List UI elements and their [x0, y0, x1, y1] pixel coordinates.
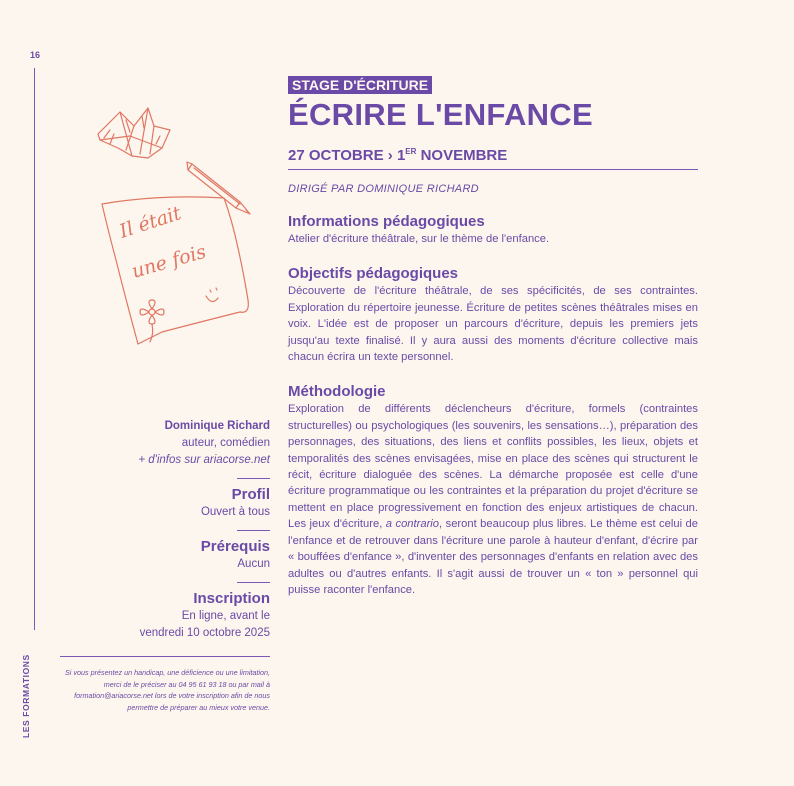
author-name: Dominique Richard: [164, 420, 270, 432]
methodologie-text: [288, 401, 698, 598]
section-label-vertical: LES FORMATIONS: [21, 654, 31, 738]
methodologie-text-part2: , seront beaucoup plus libres. Le thème est celui de l'enfance et de retrouver dans l'écriture une parole à hauteur d'enfant, d'écrire par « bouffées d'enfance », d'inventer des personnages d'enfants en relation avec des adultes ou d'autres enfants. Il s'agit aussi de trouver un « ton » personnel qui puisse raconter l'enfance.: [288, 518, 698, 596]
category-tag: STAGE D'ÉCRITURE: [288, 76, 432, 94]
flower-drawing: [140, 300, 164, 342]
date-start: 27 OCTOBRE: [288, 147, 384, 164]
paper-fortune-teller-drawing: [98, 108, 170, 158]
date-end-suffix: ER: [405, 147, 417, 156]
divider: [237, 582, 270, 583]
handwriting-line1: Il était: [116, 202, 184, 243]
illustration-paper-pencil: [90, 100, 265, 350]
objectifs-heading: Objectifs pédagogiques: [288, 265, 459, 283]
info-text: Atelier d'écriture théâtrale, sur le thème de l'enfance.: [288, 233, 550, 245]
accessibility-note: Si vous présentez un handicap, une déficience ou une limitation, merci de le préciser au 04 95 61 93 18 ou par mail à formation@ariacorse.net lors de votre inscription afin de nous permettre de préparer au mieux votre venue.: [60, 656, 270, 713]
author-more-link[interactable]: + d'infos sur ariacorse.net: [138, 454, 270, 466]
profil-text: Ouvert à tous: [200, 506, 270, 518]
date-end-day: 1: [396, 147, 406, 164]
author-role: auteur, comédien: [181, 437, 270, 449]
info-heading: Informations pédagogiques: [288, 213, 485, 230]
page-title: ÉCRIRE L'ENFANCE: [288, 97, 593, 132]
inscription-heading: Inscription: [193, 590, 270, 607]
date-separator: ›: [387, 147, 393, 164]
date-range: [288, 142, 698, 170]
page-number: 16: [30, 50, 41, 60]
prerequis-heading: Prérequis: [200, 538, 270, 555]
objectifs-text: Découverte de l'écriture théâtrale, de ses spécificités, de ses contraintes. Exploration du répertoire jeunesse. Écriture de petites scènes théâtrales mises en voix. L'idée est de proposer un parcours d'écriture, depuis les premiers jets jusqu'au texte finalisé. Il y aura aussi des moments d'écriture collective mais chacun écrira un texte personnel.: [288, 285, 698, 364]
inscription-line1: En ligne, avant le: [181, 610, 270, 622]
methodologie-text-part1: Exploration de différents déclencheurs d'écriture, formels (contraintes structurelles) ou psychologiques (les souvenirs, les sensations…), préparation des personnages, des situations, des liens et conflits possibles, les lieux, objets et temporalités des scènes envisagées, mise en place des scènes qui structurent le récit, écriture dialoguée des scènes. La démarche proposée est celle d'une écriture programmatique ou les contraintes et la préparation du projet d'écriture se mettent en place progressivement en fonction des enjeux artistiques de chacun. Les jeux d'écriture,: [288, 403, 698, 531]
inscription-line2: vendredi 10 octobre 2025: [139, 627, 270, 639]
handwriting-line2: une fois: [129, 240, 209, 283]
pencil-drawing: [187, 162, 250, 214]
date-end-month: NOVEMBRE: [420, 147, 508, 164]
divider: [237, 478, 270, 479]
main-content: [288, 76, 698, 598]
divider: [237, 530, 270, 531]
methodologie-text-italic: a contrario: [385, 518, 440, 531]
sidebar-info: [60, 418, 270, 713]
director-line: DIRIGÉ PAR DOMINIQUE RICHARD: [288, 183, 479, 195]
profil-heading: Profil: [231, 486, 270, 503]
prerequis-text: Aucun: [237, 558, 270, 570]
methodologie-heading: Méthodologie: [288, 383, 386, 401]
left-divider: [34, 68, 35, 630]
smiley-drawing: [206, 288, 218, 302]
